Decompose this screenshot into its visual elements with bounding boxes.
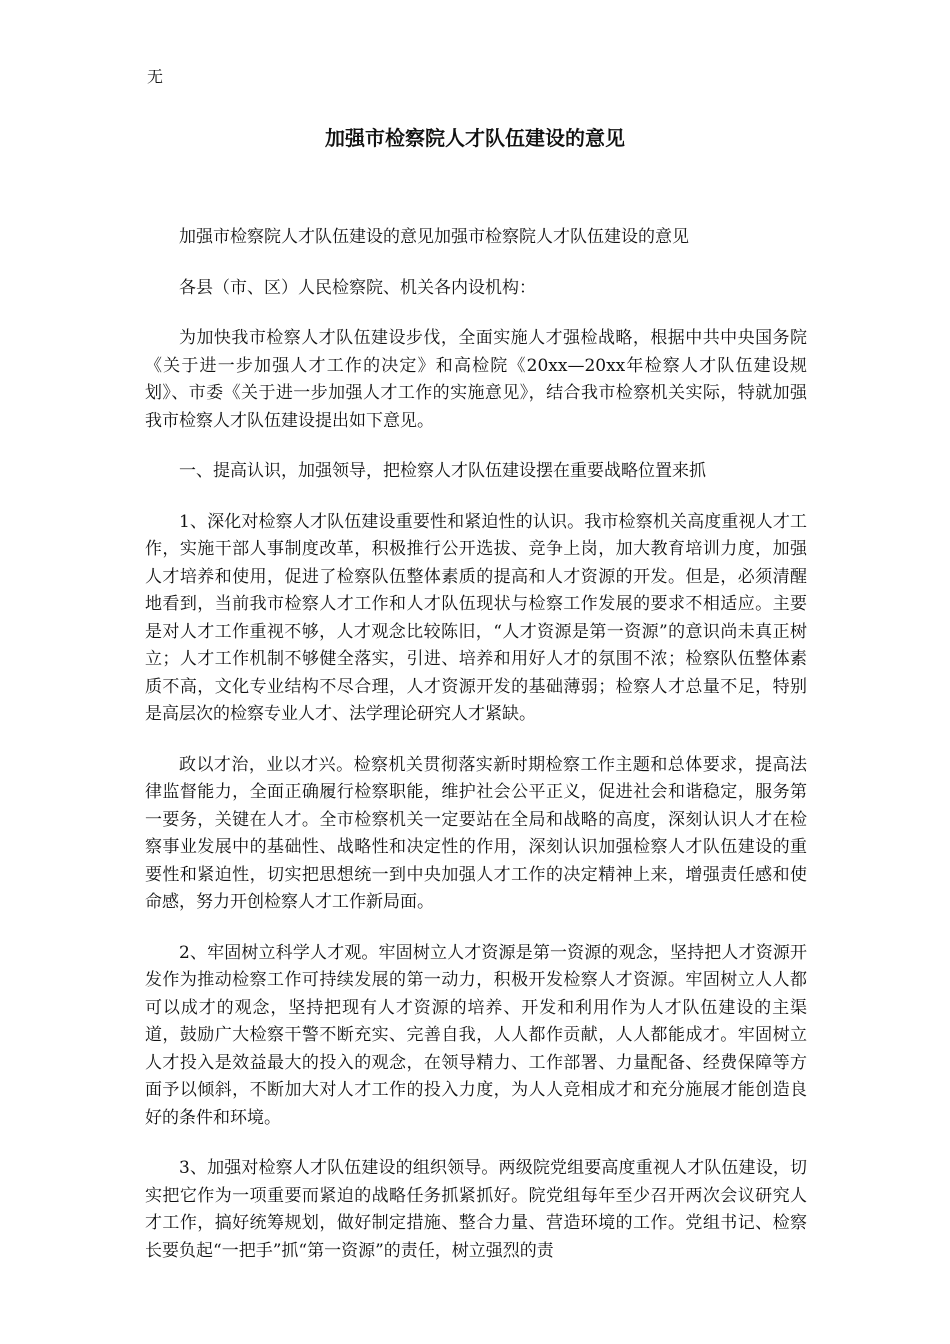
section-heading-1: 一、提高认识，加强领导，把检察人才队伍建设摆在重要战略位置来抓 xyxy=(179,461,706,481)
document-title: 加强市检察院人才队伍建设的意见 xyxy=(325,126,625,150)
paragraph-intro: 为加快我市检察人才队伍建设步伐，全面实施人才强检战略，根据中共中央国务院《关于进一步加强人才工作的决定》和高检院《20xx—20xx年检察人才队伍建设规划》、市委《关于进一步加强人才工作的实施意见》，结合我市检察机关实际，特就加强我市检察人才队伍建设提出如下意见。 xyxy=(145,328,807,431)
paragraph-salutation: 各县（市、区）人民检察院、机关各内设机构： xyxy=(179,277,536,298)
paragraph-item-1: 1、深化对检察人才队伍建设重要性和紧迫性的认识。我市检察机关高度重视人才工作，实施干部人事制度改革，积极推行公开选拔、竞争上岗，加大教育培训力度，加强人才培养和使用，促进了检察队伍整体素质的提高和人才资源的开发。但是，必须清醒地看到，当前我市检察人才工作和人才队伍现状与检察工作发展的要求不相适应。主要是对人才工作重视不够，人才观念比较陈旧，“人才资源是第一资源”的意识尚未真正树立；人才工作机制不够健全落实，引进、培养和用好人才的氛围不浓；检察队伍整体素质不高，文化专业结构不尽合理，人才资源开发的基础薄弱；检察人才总量不足，特别是高层次的检察专业人才、法学理论研究人才紧缺。 xyxy=(145,511,807,724)
paragraph-talent-governance: 政以才治，业以才兴。检察机关贯彻落实新时期检察工作主题和总体要求，提高法律监督能力，全面正确履行检察职能，维护社会公平正义，促进社会和谐稳定，服务第一要务，关键在人才。全市检察机关一定要站在全局和战略的高度，深刻认识人才在检察事业发展中的基础性、战略性和决定性的作用，深刻认识加强检察人才队伍建设的重要性和紧迫性，切实把思想统一到中央加强人才工作的决定精神上来，增强责任感和使命感，努力开创检察人才工作新局面。 xyxy=(145,754,807,912)
paragraph-heading-repeat: 加强市检察院人才队伍建设的意见加强市检察院人才队伍建设的意见 xyxy=(179,227,689,247)
paragraph-item-2: 2、牢固树立科学人才观。牢固树立人才资源是第一资源的观念，坚持把人才资源开发作为推动检察工作可持续发展的第一动力，积极开发检察人才资源。牢固树立人人都可以成才的观念，坚持把现有人才资源的培养、开发和利用作为人才队伍建设的主渠道，鼓励广大检察干警不断充实、完善自我，人人都作贡献，人人都能成才。牢固树立人才投入是效益最大的投入的观念，在领导精力、工作部署、力量配备、经费保障等方面予以倾斜，不断加大对人才工作的投入力度，为人人竞相成才和充分施展才能创造良好的条件和环境。 xyxy=(145,942,807,1128)
header-mark: 无 xyxy=(147,67,164,86)
paragraph-item-3: 3、加强对检察人才队伍建设的组织领导。两级院党组要高度重视人才队伍建设，切实把它作为一项重要而紧迫的战略任务抓紧抓好。院党组每年至少召开两次会议研究人才工作，搞好统筹规划，做好制定措施、整合力量、营造环境的工作。党组书记、检察长要负起“一把手”抓“第一资源”的责任，树立强烈的责 xyxy=(145,1158,807,1261)
document-body xyxy=(145,224,807,1288)
